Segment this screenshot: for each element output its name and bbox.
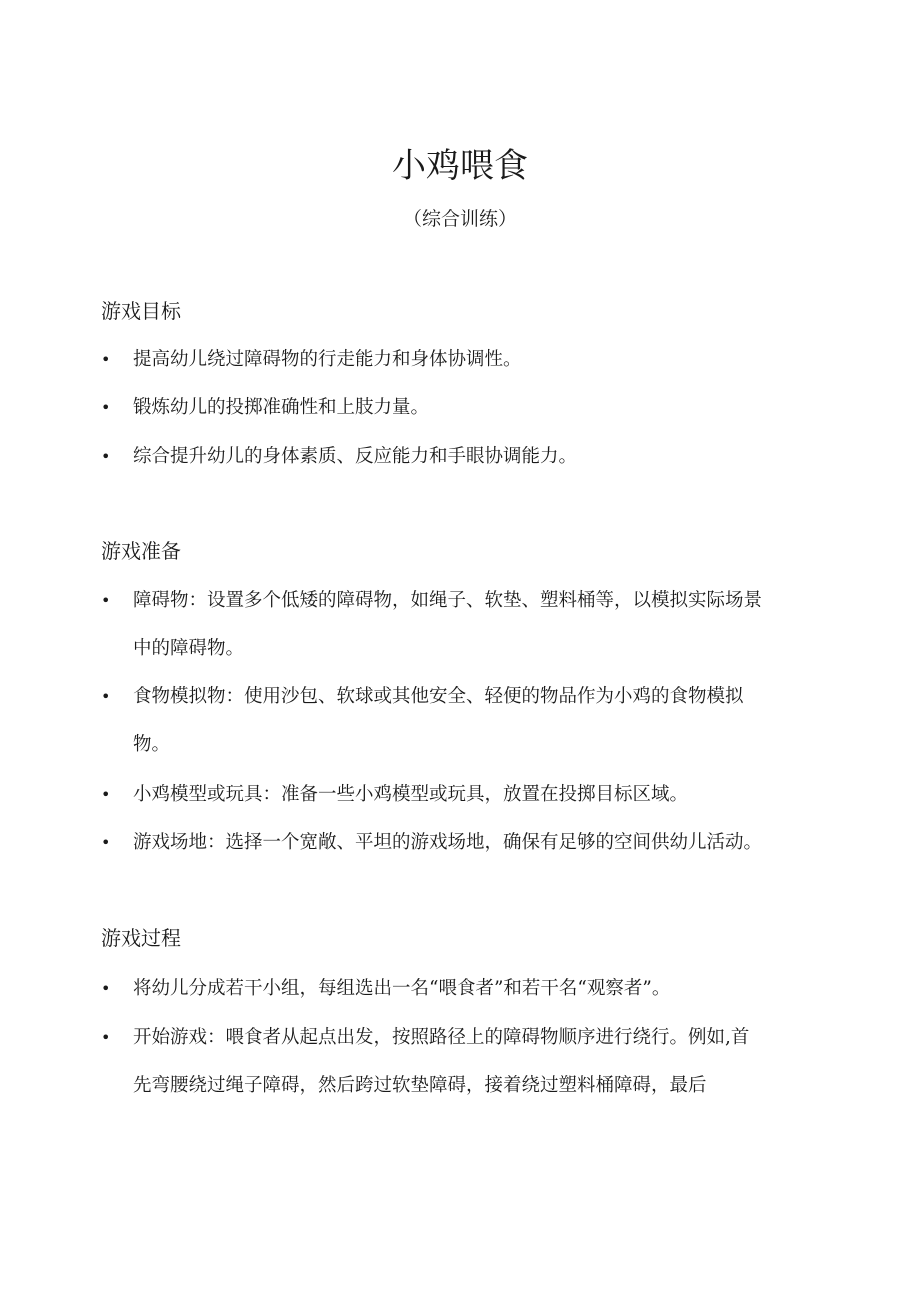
section-heading-goals: 游戏目标 (101, 299, 181, 323)
list-item (101, 1014, 831, 1110)
list-item (101, 673, 831, 769)
section-heading-process: 游戏过程 (101, 926, 181, 950)
list-item-text: 食物模拟物：使用沙包、软球或其他安全、轻便的物品作为小鸡的食物模拟 物。 (133, 686, 744, 755)
bullet-icon: • (101, 1028, 111, 1047)
list-item-text: 小鸡模型或玩具：准备一些小鸡模型或玩具，放置在投掷目标区域。 (133, 784, 689, 805)
section-heading-preparation: 游戏准备 (101, 539, 181, 563)
bullet-icon: • (101, 833, 111, 852)
bullet-icon: • (101, 979, 111, 998)
list-item (101, 336, 831, 384)
bullet-icon: • (101, 447, 111, 466)
list-item (101, 771, 831, 819)
list-item (101, 433, 831, 481)
bullet-icon: • (101, 350, 111, 369)
list-item (101, 965, 831, 1013)
list-item (101, 819, 831, 867)
bullet-icon: • (101, 785, 111, 804)
list-item-text: 将幼儿分成若干小组，每组选出一名“喂食者”和若干名“观察者”。 (133, 978, 671, 999)
bullet-icon: • (101, 687, 111, 706)
document-title: 小鸡喂食 (392, 146, 528, 186)
list-item-text: 开始游戏：喂食者从起点出发，按照路径上的障碍物顺序进行绕行。例如,首 先弯腰绕过绳子障碍，然后跨过软垫障碍，接着绕过塑料桶障碍，最后 (133, 1027, 750, 1096)
list-item-text: 提高幼儿绕过障碍物的行走能力和身体协调性。 (133, 349, 522, 370)
list-item (101, 577, 831, 673)
bullet-icon: • (101, 398, 111, 417)
list-item (101, 384, 831, 432)
list-item-text: 锻炼幼儿的投掷准确性和上肢力量。 (133, 397, 430, 418)
list-item-text: 障碍物：设置多个低矮的障碍物，如绳子、软垫、塑料桶等，以模拟实际场景 中的障碍物。 (133, 590, 763, 659)
list-item-text: 综合提升幼儿的身体素质、反应能力和手眼协调能力。 (133, 446, 578, 467)
bullet-icon: • (101, 591, 111, 610)
list-item-text: 游戏场地：选择一个宽敞、平坦的游戏场地，确保有足够的空间供幼儿活动。 (133, 832, 763, 853)
document-subtitle: （综合训练） (402, 208, 517, 230)
